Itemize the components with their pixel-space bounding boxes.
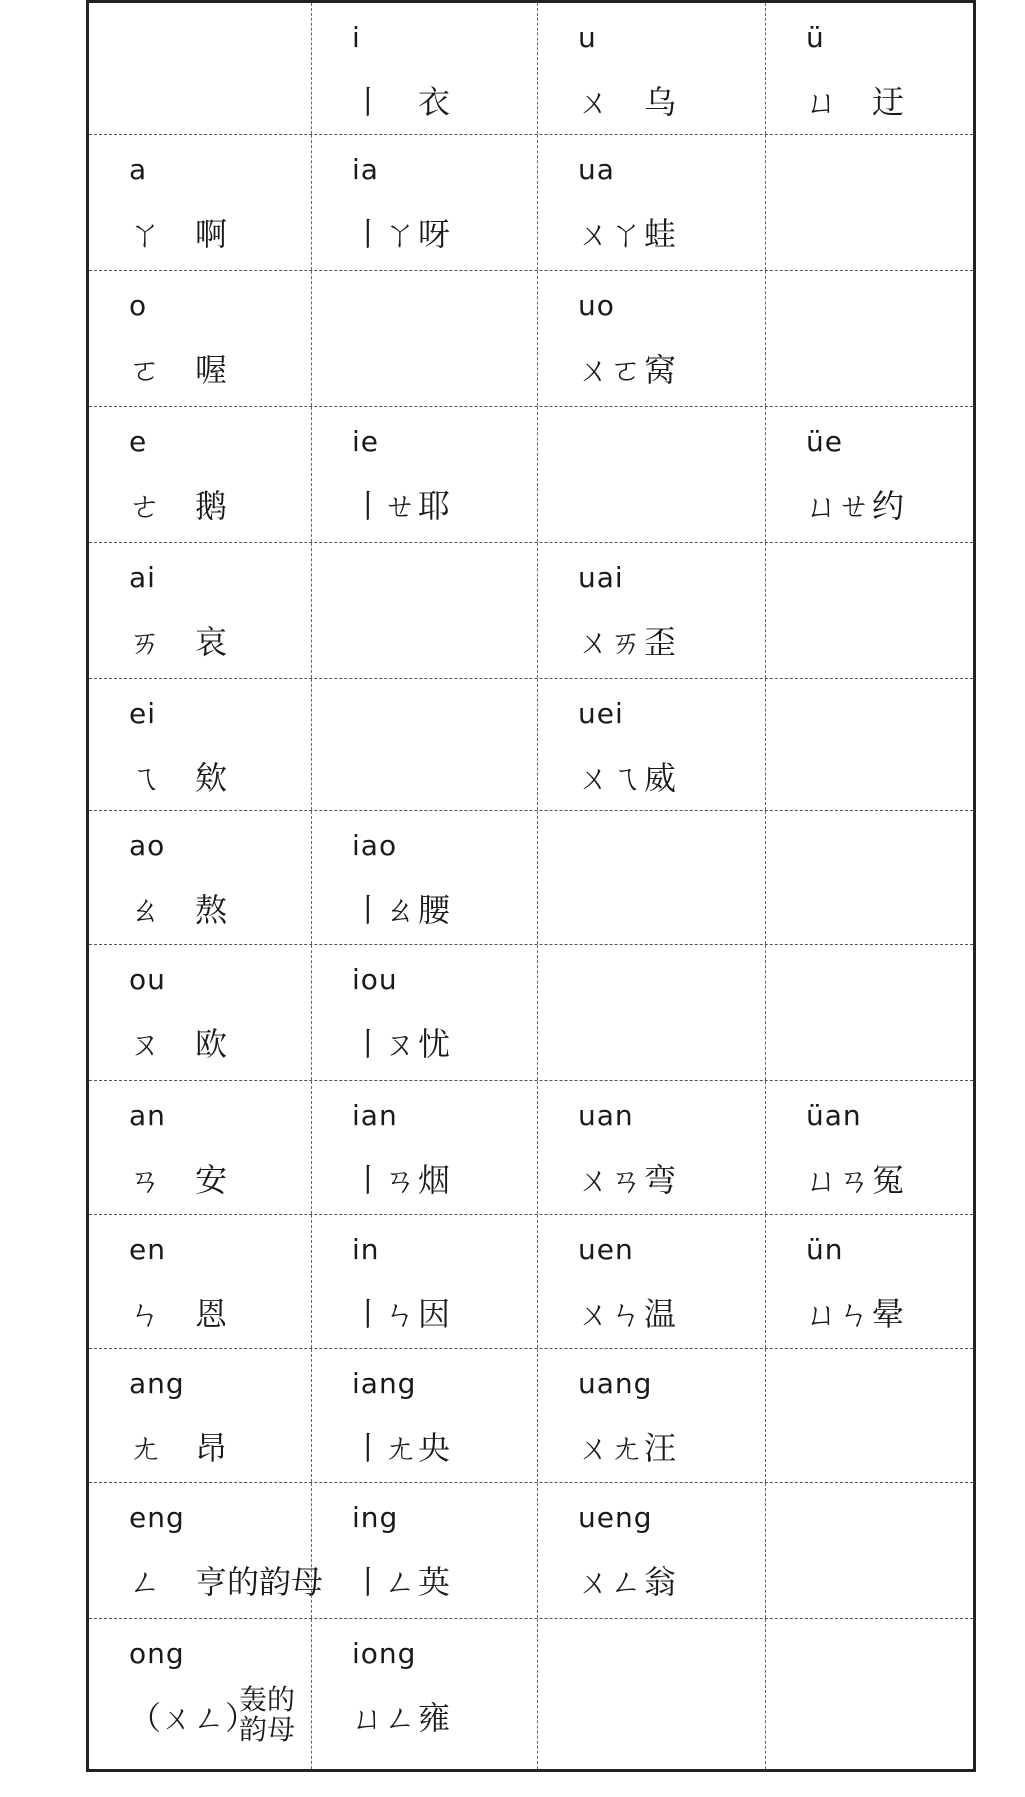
pinyin-label: ei xyxy=(129,697,157,730)
zhuyin-symbol: 丨ㄤ xyxy=(352,1429,417,1467)
table-cell xyxy=(311,679,537,810)
example-character: 昂 xyxy=(195,1429,228,1467)
example-character: 安 xyxy=(195,1161,228,1199)
bopomofo-example xyxy=(578,1423,676,1469)
bopomofo-example xyxy=(129,1693,257,1739)
table-cell xyxy=(311,1483,537,1618)
pinyin-label: iou xyxy=(352,963,398,996)
pinyin-label: en xyxy=(129,1233,166,1266)
table-cell xyxy=(89,1619,311,1769)
bopomofo-example xyxy=(129,1423,227,1469)
pinyin-label: a xyxy=(129,153,148,186)
bopomofo-example xyxy=(806,1155,904,1201)
example-character: 衣 xyxy=(418,83,451,121)
pinyin-label: uang xyxy=(578,1367,653,1400)
table-row xyxy=(89,945,973,1081)
table-cell xyxy=(537,679,765,810)
table-cell xyxy=(537,1215,765,1348)
zhuyin-symbol: ㄨㄥ xyxy=(578,1563,643,1601)
table-row xyxy=(89,543,973,679)
table-cell xyxy=(89,1081,311,1214)
table-cell xyxy=(89,1215,311,1348)
table-cell xyxy=(765,1619,973,1769)
pinyin-label: uen xyxy=(578,1233,634,1266)
bopomofo-example xyxy=(806,1693,872,1731)
table-cell xyxy=(89,271,311,406)
example-character: 乌 xyxy=(644,83,677,121)
bopomofo-example xyxy=(129,1289,227,1335)
bopomofo-example xyxy=(352,1019,450,1065)
zhuyin-symbol: ㄥ xyxy=(129,1563,162,1601)
zhuyin-symbol: ㄨㄞ xyxy=(578,623,643,661)
table-row xyxy=(89,1619,973,1769)
zhuyin-symbol: 丨ㄠ xyxy=(352,891,417,929)
bopomofo-example xyxy=(806,1557,872,1595)
table-cell xyxy=(311,271,537,406)
zhuyin-symbol: ㄨㄤ xyxy=(578,1429,643,1467)
pinyin-label: uan xyxy=(578,1099,634,1132)
pinyin-label: ou xyxy=(129,963,166,996)
table-cell xyxy=(537,1619,765,1769)
bopomofo-example xyxy=(806,885,872,923)
pinyin-label: üe xyxy=(806,425,843,458)
table-cell xyxy=(765,135,973,270)
zhuyin-symbol: ㄜ xyxy=(129,487,162,525)
pinyin-label: e xyxy=(129,425,148,458)
table-cell xyxy=(89,679,311,810)
example-character: 蛙 xyxy=(644,215,677,253)
zhuyin-symbol: ㄟ xyxy=(129,759,162,797)
table-cell xyxy=(311,945,537,1080)
zhuyin-symbol: ㄨㄚ xyxy=(578,215,643,253)
zhuyin-symbol: ㄨ xyxy=(578,83,611,121)
bopomofo-example xyxy=(578,345,676,391)
zhuyin-symbol: 丨ㄣ xyxy=(352,1295,417,1333)
example-character: 迂 xyxy=(872,83,905,121)
table-row xyxy=(89,271,973,407)
example-character: 啊 xyxy=(195,215,228,253)
table-cell xyxy=(311,1081,537,1214)
zhuyin-symbol: ㄨㄟ xyxy=(578,759,643,797)
pinyin-label: ua xyxy=(578,153,615,186)
table-cell xyxy=(89,1349,311,1482)
final-note xyxy=(239,1685,295,1745)
pinyin-label: ang xyxy=(129,1367,185,1400)
bopomofo-example xyxy=(129,77,195,115)
bopomofo-example xyxy=(352,1423,450,1469)
example-character: 约 xyxy=(872,487,905,525)
table-cell xyxy=(765,271,973,406)
pinyin-label: uei xyxy=(578,697,624,730)
example-character: 翁 xyxy=(644,1563,677,1601)
bopomofo-example xyxy=(352,1155,450,1201)
example-character: 喔 xyxy=(195,351,228,389)
bopomofo-example xyxy=(129,1019,227,1065)
bopomofo-example xyxy=(129,209,227,255)
table-cell xyxy=(311,1619,537,1769)
table-cell xyxy=(537,811,765,944)
table-row xyxy=(89,1215,973,1349)
example-character: 烟 xyxy=(418,1161,451,1199)
pinyin-label: ü xyxy=(806,21,825,54)
table-cell xyxy=(311,811,537,944)
pinyin-label: ueng xyxy=(578,1501,653,1534)
pinyin-label: u xyxy=(578,21,597,54)
zhuyin-symbol: 丨ㄡ xyxy=(352,1025,417,1063)
bopomofo-example xyxy=(129,885,227,931)
zhuyin-symbol: ㄩㄝ xyxy=(806,487,871,525)
pinyin-label: ai xyxy=(129,561,156,594)
bopomofo-example xyxy=(806,345,872,383)
zhuyin-symbol: ㄨㄢ xyxy=(578,1161,643,1199)
table-cell xyxy=(765,811,973,944)
example-character: 歪 xyxy=(644,623,677,661)
zhuyin-symbol: 丨ㄥ xyxy=(352,1563,417,1601)
pinyin-label: ao xyxy=(129,829,166,862)
bopomofo-example xyxy=(578,617,676,663)
bopomofo-example xyxy=(806,617,872,655)
zhuyin-symbol: ㄡ xyxy=(129,1025,162,1063)
pinyin-label: ia xyxy=(352,153,379,186)
pinyin-label: uo xyxy=(578,289,615,322)
example-character: 哀 xyxy=(195,623,228,661)
bopomofo-example xyxy=(129,1557,323,1603)
table-row xyxy=(89,1081,973,1215)
example-character: 因 xyxy=(418,1295,451,1333)
pinyin-label: ing xyxy=(352,1501,399,1534)
table-cell xyxy=(537,1483,765,1618)
bopomofo-example xyxy=(578,753,676,799)
table-cell xyxy=(537,271,765,406)
table-cell xyxy=(537,1349,765,1482)
zhuyin-symbol: ㄨㄛ xyxy=(578,351,643,389)
pinyin-label: iao xyxy=(352,829,398,862)
table-cell xyxy=(765,543,973,678)
table-row xyxy=(89,679,973,811)
example-character: 亨的韵母 xyxy=(195,1563,324,1601)
bopomofo-example xyxy=(129,617,227,663)
example-character: 央 xyxy=(418,1429,451,1467)
pinyin-label: an xyxy=(129,1099,166,1132)
zhuyin-symbol: 丨ㄚ xyxy=(352,215,417,253)
bopomofo-example xyxy=(578,1693,644,1731)
finals-table xyxy=(86,0,976,1772)
table-row xyxy=(89,3,973,135)
zhuyin-symbol: ㄤ xyxy=(129,1429,162,1467)
zhuyin-symbol: ㄩㄢ xyxy=(806,1161,871,1199)
table-cell xyxy=(537,135,765,270)
zhuyin-symbol: （ㄨㄥ） xyxy=(129,1699,258,1737)
table-cell xyxy=(311,1215,537,1348)
zhuyin-symbol: ㄛ xyxy=(129,351,162,389)
pinyin-label: iang xyxy=(352,1367,417,1400)
bopomofo-example xyxy=(352,77,450,123)
note-line: 轰的 xyxy=(239,1683,296,1716)
pinyin-label: iong xyxy=(352,1637,417,1670)
table-cell xyxy=(311,3,537,134)
zhuyin-symbol: ㄢ xyxy=(129,1161,162,1199)
bopomofo-example xyxy=(806,753,872,791)
bopomofo-example xyxy=(806,209,872,247)
example-character: 晕 xyxy=(872,1295,905,1333)
bopomofo-example xyxy=(806,1423,872,1461)
table-cell xyxy=(311,543,537,678)
table-cell xyxy=(765,1081,973,1214)
pinyin-label: üan xyxy=(806,1099,862,1132)
table-cell xyxy=(89,1483,324,1618)
table-cell xyxy=(311,135,537,270)
zhuyin-symbol: ㄞ xyxy=(129,623,162,661)
pinyin-label: ong xyxy=(129,1637,185,1670)
table-cell xyxy=(765,1349,973,1482)
pinyin-label: eng xyxy=(129,1501,185,1534)
table-cell xyxy=(765,945,973,1080)
zhuyin-symbol: ㄣ xyxy=(129,1295,162,1333)
zhuyin-symbol: 丨 xyxy=(352,83,385,121)
table-cell xyxy=(537,407,765,542)
zhuyin-symbol: 丨ㄝ xyxy=(352,487,417,525)
bopomofo-example xyxy=(578,885,644,923)
bopomofo-example xyxy=(806,77,904,123)
example-character: 恩 xyxy=(195,1295,228,1333)
bopomofo-example xyxy=(578,1289,676,1335)
table-row xyxy=(89,135,973,271)
table-cell xyxy=(89,135,311,270)
bopomofo-example xyxy=(578,77,676,123)
pinyin-label: in xyxy=(352,1233,380,1266)
table-cell xyxy=(765,3,973,134)
zhuyin-symbol: ㄩㄥ xyxy=(352,1699,417,1737)
example-character: 欸 xyxy=(195,759,228,797)
zhuyin-symbol: 丨ㄢ xyxy=(352,1161,417,1199)
zhuyin-symbol: ㄩ xyxy=(806,83,839,121)
table-cell xyxy=(311,407,537,542)
table-cell xyxy=(765,1483,973,1618)
pinyin-label: uai xyxy=(578,561,624,594)
bopomofo-example xyxy=(806,1019,872,1057)
bopomofo-example xyxy=(352,209,450,255)
bopomofo-example xyxy=(352,617,418,655)
bopomofo-example xyxy=(129,1155,227,1201)
table-cell xyxy=(89,543,311,678)
bopomofo-example xyxy=(578,481,644,519)
bopomofo-example xyxy=(806,1289,904,1335)
zhuyin-symbol: ㄨㄣ xyxy=(578,1295,643,1333)
table-row xyxy=(89,811,973,945)
example-character: 温 xyxy=(644,1295,677,1333)
example-character: 欧 xyxy=(195,1025,228,1063)
bopomofo-example xyxy=(352,1693,450,1739)
example-character: 英 xyxy=(418,1563,451,1601)
pinyin-label: i xyxy=(352,21,361,54)
bopomofo-example xyxy=(578,1155,676,1201)
example-character: 耶 xyxy=(418,487,451,525)
table-row xyxy=(89,1483,973,1619)
bopomofo-example xyxy=(352,885,450,931)
table-cell xyxy=(765,407,973,542)
example-character: 忧 xyxy=(418,1025,451,1063)
table-cell xyxy=(89,811,311,944)
note-line: 韵母 xyxy=(239,1713,296,1746)
pinyin-label: o xyxy=(129,289,148,322)
pinyin-label: ian xyxy=(352,1099,398,1132)
table-cell xyxy=(537,1081,765,1214)
pinyin-label: ie xyxy=(352,425,380,458)
table-cell xyxy=(311,1349,537,1482)
zhuyin-symbol: ㄚ xyxy=(129,215,162,253)
example-character: 腰 xyxy=(418,891,451,929)
bopomofo-example xyxy=(578,1019,644,1057)
table-cell xyxy=(537,945,765,1080)
bopomofo-example xyxy=(578,209,676,255)
bopomofo-example xyxy=(129,481,227,527)
bopomofo-example xyxy=(129,753,227,799)
table-row xyxy=(89,1349,973,1483)
example-character: 汪 xyxy=(644,1429,677,1467)
bopomofo-example xyxy=(806,481,904,527)
example-character: 威 xyxy=(644,759,677,797)
bopomofo-example xyxy=(352,481,450,527)
table-cell xyxy=(89,407,311,542)
example-character: 雍 xyxy=(418,1699,451,1737)
table-cell xyxy=(537,543,765,678)
example-character: 呀 xyxy=(418,215,451,253)
bopomofo-example xyxy=(352,345,418,383)
zhuyin-symbol: ㄠ xyxy=(129,891,162,929)
bopomofo-example xyxy=(129,345,227,391)
bopomofo-example xyxy=(578,1557,676,1603)
pinyin-label: ün xyxy=(806,1233,844,1266)
bopomofo-example xyxy=(352,1289,450,1335)
bopomofo-example xyxy=(352,753,418,791)
table-cell xyxy=(537,3,765,134)
table-cell xyxy=(89,945,311,1080)
example-character: 窝 xyxy=(644,351,677,389)
table-cell xyxy=(765,679,973,810)
example-character: 冤 xyxy=(872,1161,905,1199)
bopomofo-example xyxy=(352,1557,450,1603)
example-character: 弯 xyxy=(644,1161,677,1199)
table-row xyxy=(89,407,973,543)
example-character: 熬 xyxy=(195,891,228,929)
zhuyin-symbol: ㄩㄣ xyxy=(806,1295,871,1333)
table-cell xyxy=(765,1215,973,1348)
example-character: 鹅 xyxy=(195,487,228,525)
table-cell xyxy=(89,3,311,134)
